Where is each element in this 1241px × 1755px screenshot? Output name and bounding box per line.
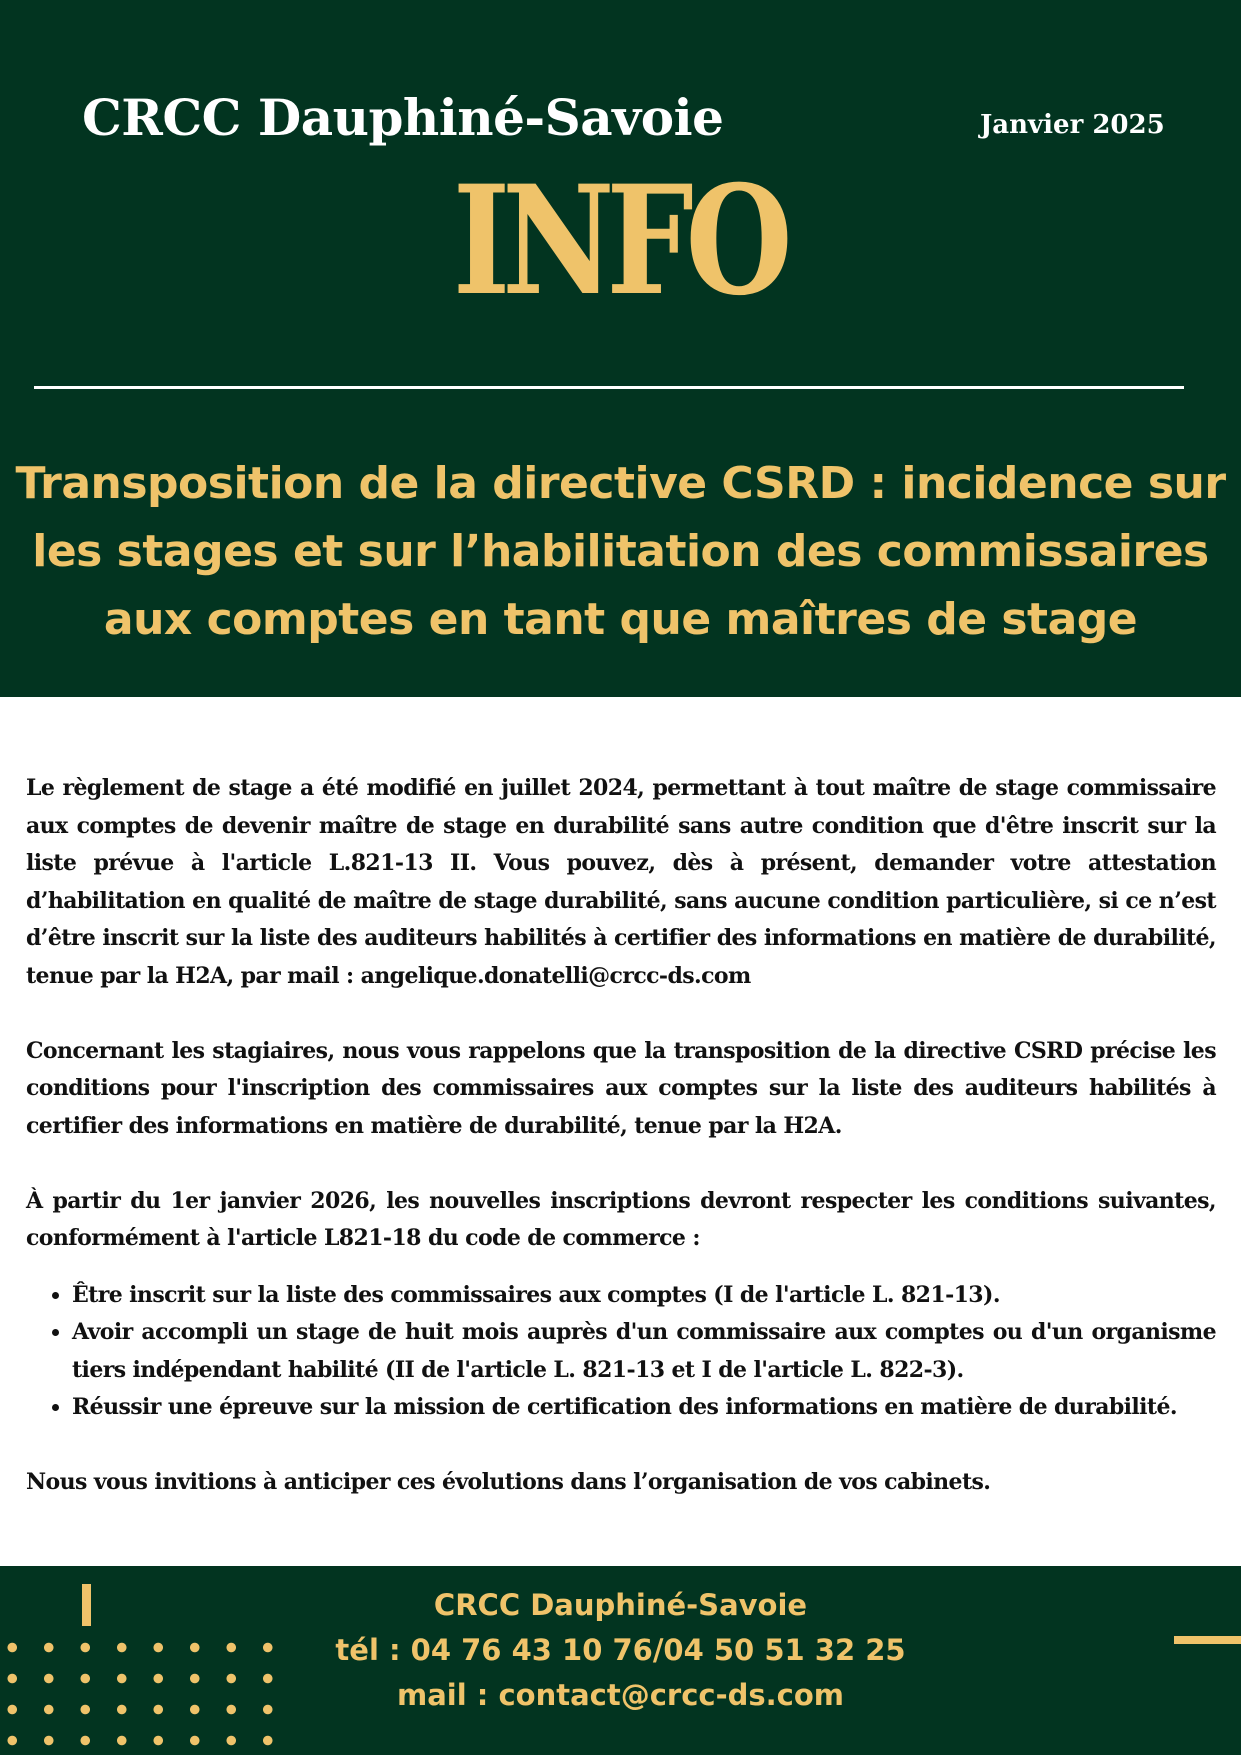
footer-organization: CRCC Dauphiné-Savoie	[433, 1588, 808, 1622]
paragraph-trainees: Concernant les stagiaires, nous vous rappelons que la transposition de la directive CSRD précise les conditions pour l'inscription des commissaires aux comptes sur la liste des auditeurs habilités à certifier des informations en matière de durabilité, tenue par la H2A.	[26, 1037, 1216, 1139]
headline-line: les stages et sur l’habilitation des commissaires	[32, 526, 1209, 577]
article-body	[26, 770, 1216, 1539]
conditions-list	[26, 1277, 1216, 1427]
issue-date: Janvier 2025	[980, 110, 1165, 140]
paragraph-stage-rules: Le règlement de stage a été modifié en juillet 2024, permettant à tout maître de stage commissaire aux comptes de devenir maître de stage en durabilité sans autre condition que d'être inscrit sur la liste prévue à l'article L.821-13 II. Vous pouvez, dès à présent, demander votre attestation d’habilitation en qualité de maître de stage durabilité, sans aucune condition particulière, si ce n’est d’être inscrit sur la liste des auditeurs habilités à certifier des informations en matière de durabilité, tenue par la H2A, par mail : angelique.donatelli@crcc-ds.com	[26, 775, 1216, 989]
organization-title: CRCC Dauphiné-Savoie	[82, 88, 724, 147]
footer-contact	[0, 1583, 1241, 1718]
paragraph-closing: Nous vous invitions à anticiper ces évolutions dans l’organisation de vos cabinets.	[26, 1469, 991, 1495]
paragraph-new-conditions: À partir du 1er janvier 2026, les nouvelles inscriptions devront respecter les conditions suivantes, conformément à l'article L821-18 du code de commerce :	[26, 1187, 1216, 1251]
footer-phone: tél : 04 76 43 10 76/04 50 51 32 25	[335, 1633, 906, 1667]
article-headline	[0, 450, 1241, 654]
list-item: • Réussir une épreuve sur la mission de certification des informations en matière de durabilité.	[72, 1389, 1216, 1427]
headline-line: aux comptes en tant que maîtres de stage	[103, 594, 1138, 645]
list-item: • Être inscrit sur la liste des commissaires aux comptes (I de l'article L. 821-13).	[72, 1277, 1216, 1315]
info-banner-title: INFO	[452, 153, 785, 329]
headline-line: Transposition de la directive CSRD : incidence sur	[15, 458, 1226, 509]
header-divider	[34, 386, 1184, 389]
list-item: • Avoir accompli un stage de huit mois auprès d'un commissaire aux comptes ou d'un organisme tiers indépendant habilité (II de l'article L. 821-13 et I de l'article L. 822-3).	[72, 1314, 1216, 1389]
footer-email[interactable]: mail : contact@crcc-ds.com	[397, 1678, 844, 1712]
